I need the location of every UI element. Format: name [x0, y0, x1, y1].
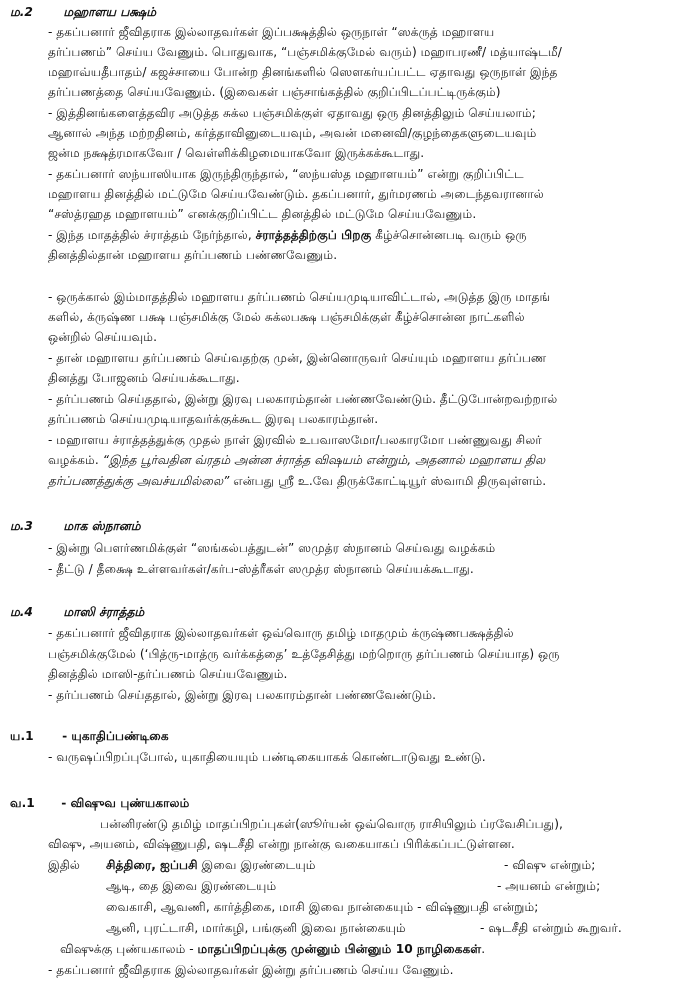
months-cell: வைகாசி, ஆவணி, கார்த்திகை, மாசி இவை நான்கையும் - விஷ்ணுபதி என்றும்;	[106, 900, 539, 914]
months-cell: ஆடி, தை இவை இரண்டையும்	[106, 879, 277, 893]
text-line	[60, 939, 485, 959]
text-line: பஞ்சமிக்குமேல் (‘பித்ரு-மாத்ரு வர்க்கத்தை’ உத்தேசித்து மற்றொரு தர்ப்பணம் செய்யாத) ஒரு	[48, 647, 560, 661]
text-segment: விஷுக்கு புண்யகாலம் -	[60, 942, 198, 956]
text-line: - இத்தினங்களைத்தவிர அடுத்த சுக்ல பஞ்சமிக்குள் ஏதாவது ஒரு தினத்திலும் செய்யலாம்;	[48, 106, 536, 120]
text-line: தினத்தில் மாஸி-தர்ப்பணம் செய்யவேணும்.	[48, 667, 288, 681]
text-line	[48, 225, 527, 245]
text-line: - மஹாளய ச்ராத்தத்துக்கு முதல் நாள் இரவில் உபவாஸமோ/பலகாரமோ பண்ணுவது சிலர்	[48, 433, 542, 447]
text-line: தர்ப்பணம் செய்யமுடியாதவர்க்குக்கூட இரவு பலகாரம்தான்.	[48, 412, 379, 426]
section-number: ம.4	[10, 605, 33, 619]
section-number: ய.1	[10, 729, 34, 743]
category-cell: - அயனம் என்றும்;	[497, 879, 601, 893]
row-label: இதில்	[48, 858, 80, 872]
italic-quote: தர்ப்பணத்துக்கு அவச்யமில்லை”	[48, 474, 230, 488]
text-line: - ஒருக்கால் இம்மாதத்தில் மஹாளய தர்ப்பணம் செய்யமுடியாவிட்டால், அடுத்த இரு மாதங்	[48, 290, 551, 304]
text-segment: - இந்த மாதத்தில் ச்ராத்தம் நேர்ந்தால்,	[48, 228, 256, 242]
text-segment: என்பது ஸ்ரீ உ.வே திருக்கோட்டியூர் ஸ்வாமி திருவுள்ளம்.	[229, 474, 547, 488]
category-cell: - விஷு என்றும்;	[504, 858, 596, 872]
text-line: - தர்ப்பணம் செய்ததால், இன்று இரவு பலகாரம்தான் பண்ணவேண்டும். தீட்டுபோன்றவற்றால்	[48, 392, 558, 406]
text-line: - தான் மஹாளய தர்ப்பணம் செய்வதற்கு முன், இன்னொருவர் செய்யும் மஹாளய தர்ப்பண	[48, 351, 547, 365]
text-line: ஜன்ம நக்ஷத்ரமாகவோ / வெள்ளிக்கிழமையாகவோ இருக்கக்கூடாது.	[48, 146, 425, 160]
italic-quote: “இந்த பூர்வதின வ்ரதம் அன்ன ச்ராத்த விஷயம் என்றும், அதனால் மஹாளய தில	[102, 453, 546, 467]
bold-phrase: மாதப்பிறப்புக்கு முன்னும் பின்னும் 10 நாழிகைகள்	[197, 942, 482, 956]
text-line: - தீட்டு / தீக்ஷை உள்ளவர்கள்/கர்ப-ஸ்த்ரீகள் ஸமுத்ர ஸ்நானம் செய்யக்கூடாது.	[48, 562, 474, 576]
months-cell: ஆனி, புரட்டாசி, மார்கழி, பங்குனி இவை நான்கையும்	[106, 921, 406, 935]
text-line: மஹாவ்யதீபாதம்/ கஜச்சாயை போன்ற தினங்களில் ஸௌகர்யப்பட்ட ஏதாவது ஒருநாள் இந்த	[48, 65, 558, 79]
section-number: ம.3	[10, 519, 33, 533]
section-title: மாஸி ச்ராத்தம்	[63, 605, 145, 619]
text-line: - தகப்பனார் ஜீவிதராக இல்லாதவர்கள் ஒவ்வொரு தமிழ் மாதமும் க்ருஷ்ணபக்ஷத்தில்	[48, 626, 514, 640]
section-heading	[10, 726, 169, 746]
text-line: களில், க்ருஷ்ண பக்ஷ பஞ்சமிக்கு மேல் சுக்லபக்ஷ பஞ்சமிக்குள் கீழ்ச்சொன்ன நாட்களில்	[48, 310, 525, 324]
text-line: - தகப்பனார் ஸந்யாஸியாக இருந்திருந்தால், “ஸந்யஸ்த மஹாளயம்” என்று குறிப்பிட்ட	[48, 167, 524, 181]
text-line: விஷு, அயனம், விஷ்ணுபதி, ஷடசீதி என்று நான்கு வகையாகப் பிரிக்கப்பட்டுள்ளன.	[48, 837, 515, 851]
text-segment: .	[481, 942, 486, 956]
section-title: - விஷுவ புண்யகாலம்	[61, 796, 190, 810]
text-line: ஒன்றில் செய்யவும்.	[48, 330, 157, 344]
text-line: - வருஷப்பிறப்புபோல், யுகாதியையும் பண்டிகையாகக் கொண்டாடுவது உண்டு.	[48, 750, 486, 764]
text-line	[48, 471, 546, 491]
bold-months: சித்திரை, ஐப்பசி	[106, 858, 198, 872]
text-segment: இவை இரண்டையும்	[197, 858, 316, 872]
months-cell	[106, 855, 316, 875]
section-title: மாக ஸ்நானம்	[63, 519, 141, 533]
text-line: - தர்ப்பணம் செய்ததால், இன்று இரவு பலகாரம்தான் பண்ணவேண்டும்.	[48, 688, 437, 702]
bold-phrase: ச்ராத்தத்திற்குப் பிறகு	[255, 228, 372, 242]
text-segment: கீழ்ச்சொன்னபடி வரும் ஒரு	[371, 228, 527, 242]
section-heading	[10, 602, 144, 622]
section-title: - யுகாதிப்பண்டிகை	[62, 729, 169, 743]
section-heading	[10, 793, 189, 813]
text-line: “சஸ்த்ரஹத மஹாளயம்” எனக்குறிப்பிட்ட தினத்தில் மட்டுமே செய்யவேணும்.	[48, 207, 477, 221]
text-line: - தகப்பனார் ஜீவிதராக இல்லாதவர்கள் இன்று தர்ப்பணம் செய்ய வேணும்.	[48, 963, 454, 977]
text-line: - இன்று பௌர்ணமிக்குள் “ஸங்கல்பத்துடன்” ஸமுத்ர ஸ்நானம் செய்வது வழக்கம்	[48, 541, 496, 555]
text-line: தினத்து போஜனம் செய்யக்கூடாது.	[48, 371, 240, 385]
text-line: தர்ப்பணம்” செய்ய வேணும். பொதுவாக, “பஞ்சமிக்குமேல் வரும்) மஹாபரணீ/ மத்யாஷ்டமீ/	[48, 45, 562, 59]
text-line: பன்னிரண்டு தமிழ் மாதப்பிறப்புகள்(ஸூர்யன் ஒவ்வொரு ராசியிலும் ப்ரவேசிப்பது),	[100, 817, 563, 831]
category-cell: - ஷடசீதி என்றும் கூறுவர்.	[480, 921, 622, 935]
text-line: ஆனால் அந்த மற்றதினம், கர்த்தாவினுடையவும், அவன் மனைவி/குழந்தைகளுடையவும்	[48, 126, 537, 140]
section-heading	[10, 2, 156, 22]
text-line: தர்ப்பணத்தை செய்யவேணும். (இவைகள் பஞ்சாங்கத்தில் குறிப்பிடப்பட்டிருக்கும்)	[48, 85, 501, 99]
text-line: மஹாளய தினத்தில் மட்டுமே செய்யவேண்டும். தகப்பனார், துர்மரணம் அடைந்தவரானால்	[48, 187, 544, 201]
text-line: தினத்தில்தான் மஹாளய தர்ப்பணம் பண்ணவேணும்.	[48, 248, 338, 262]
text-segment: வழக்கம்.	[48, 453, 103, 467]
text-line	[48, 450, 545, 470]
section-heading	[10, 516, 141, 536]
section-number: வ.1	[10, 796, 35, 810]
text-line: - தகப்பனார் ஜீவிதராக இல்லாதவர்கள் இப்பக்ஷத்தில் ஒருநாள் “ஸக்ருத் மஹாளய	[48, 25, 495, 39]
section-number: ம.2	[10, 5, 33, 19]
section-title: மஹாளய பக்ஷம்	[63, 5, 157, 19]
